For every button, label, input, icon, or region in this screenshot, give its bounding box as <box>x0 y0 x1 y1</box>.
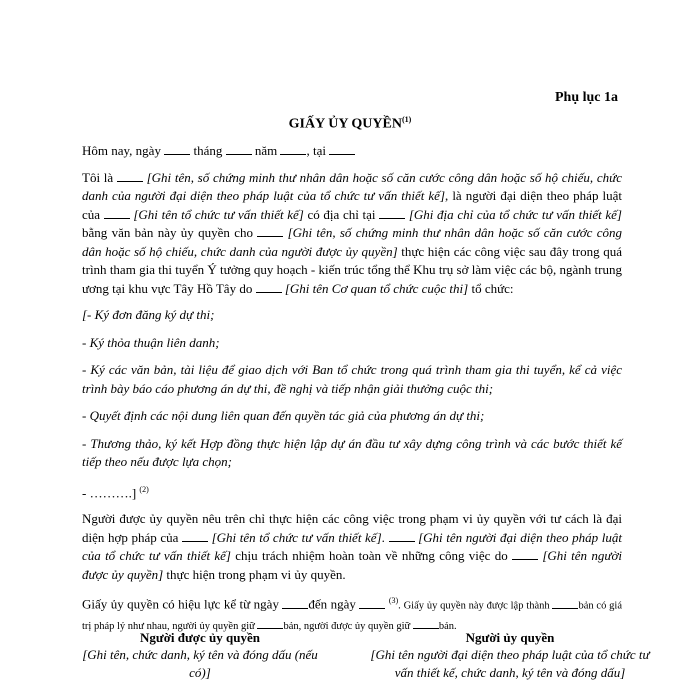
list-item: - Quyết định các nội dung liên quan đến quyền tác giả của phương án dự thi; <box>82 408 485 423</box>
list-item: - Thương thảo, ký kết Hợp đồng thực hiện lập dự án đầu tư xây dựng công trình và các bước thiết kế tiếp theo nếu được lựa chọn; <box>82 435 622 469</box>
responsibility-paragraph: Người được ủy quyền nêu trên chỉ thực hiện các công việc trong phạm vi ủy quyền với tư cách là đại diện hợp pháp của [Ghi tên tổ chức tư vấn thiết kế]. [Ghi tên người đại diện theo pháp luật của tổ chức tư vấn thiết kế] chịu trách nhiệm hoàn toàn về những công việc do [Ghi tên người được ủy quyền] thực hiện trong phạm vi ủy quyền. <box>82 511 622 582</box>
date-label-place: , tại <box>306 143 330 158</box>
document-body <box>82 142 622 645</box>
place-blank <box>329 143 355 155</box>
date-label-month: tháng <box>190 143 226 158</box>
date-label-day: Hôm nay, ngày <box>82 143 165 158</box>
list-item: - Ký thỏa thuận liên danh; <box>82 334 220 350</box>
year-blank <box>280 143 306 155</box>
list-item: - Ký các văn bản, tài liệu để giao dịch với Ban tổ chức trong quá trình tham gia thi tuyển, kể cả việc trình bày báo cáo phương án dự thi, đề nghị và tiếp nhận giải thưởng cuộc thi; <box>82 362 622 396</box>
authorizer-role: Người ủy quyền <box>465 630 555 645</box>
authorized-note: [Ghi tên, chức danh, ký tên và đóng dấu (nếu có)] <box>82 647 318 680</box>
document-title <box>0 115 700 133</box>
title-text: GIẤY ỦY QUYỀN <box>288 116 402 132</box>
validity-paragraph: Giấy ủy quyền có hiệu lực kể từ ngày đến ngày $^{(3)}$. Giấy ủy quyền này được lập thành bản có giá trị pháp lý như nhau, người ủy quyền giữ bản, người được ủy quyền giữ bản. <box>82 596 622 633</box>
authorized-role: Người được ủy quyền <box>140 630 260 645</box>
list-item: [- Ký đơn đăng ký dự thi; <box>82 307 215 322</box>
authorization-paragraph: Tôi là [Ghi tên, số chứng minh thư nhân dân hoặc số căn cước công dân hoặc số hộ chiếu, chức danh của người đại diện theo pháp luật của tổ chức tư vấn thiết kế], là người đại diện theo pháp luật của [Ghi tên tổ chức tư vấn thiết kế] có địa chỉ tại [Ghi địa chỉ của tổ chức tư vấn thiết kế] bằng văn bản này ủy quyền cho [Ghi tên, số chứng minh thư nhân dân hoặc số căn cước công dân hoặc số hộ chiếu, chức danh của người được ủy quyền] thực hiện các công việc sau đây trong quá trình tham gia thi tuyển Ý tưởng quy hoạch - kiến trúc tổng thể Khu trụ sở làm việc các bộ, ngành trung ương tại khu vực Tây Hồ Tây do [Ghi tên Cơ quan tổ chức cuộc thi] tổ chức: <box>82 169 622 296</box>
appendix-label: Phụ lục 1a <box>554 90 618 105</box>
date-line <box>82 142 622 161</box>
day-blank <box>164 143 190 155</box>
footnote-ref-2: (2) <box>139 484 149 494</box>
signature-block <box>60 630 660 682</box>
signature-authorizer <box>360 630 660 682</box>
authorizer-note: [Ghi tên người đại diện theo pháp luật của tổ chức tư vấn thiết kế, chức danh, ký tên và đóng dấu] <box>370 647 650 680</box>
date-label-year: năm <box>251 143 281 158</box>
footnote-ref-3: (3) <box>388 596 399 606</box>
ellipsis-item: - ……….] $^{(2)}$ <box>82 484 149 500</box>
month-blank <box>226 143 252 155</box>
title-footnote-ref: (1) <box>401 115 412 124</box>
signature-authorized <box>80 630 320 682</box>
